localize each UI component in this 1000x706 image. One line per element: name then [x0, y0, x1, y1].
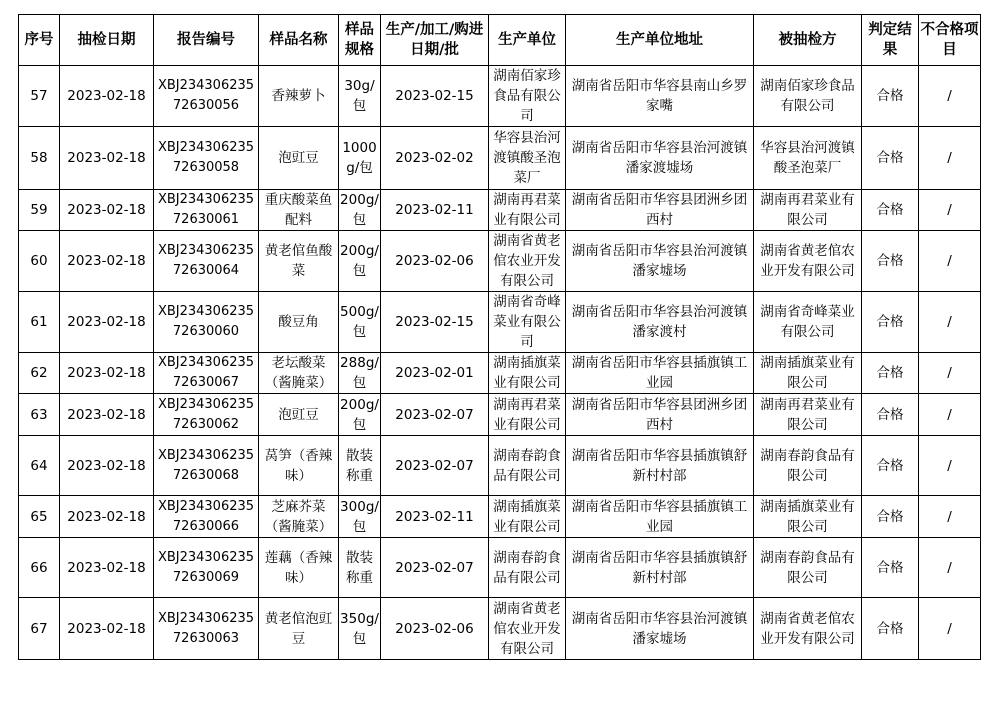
cell-judgment-result: 合格 — [862, 598, 919, 660]
cell-serial-no: 60 — [19, 231, 60, 292]
cell-failed-items: / — [919, 538, 981, 598]
cell-serial-no: 57 — [19, 66, 60, 127]
cell-failed-items: / — [919, 436, 981, 496]
cell-sample-spec: 200g/包 — [339, 190, 381, 231]
cell-sampling-date: 2023-02-18 — [60, 598, 154, 660]
column-header-report-no: 报告编号 — [154, 15, 259, 66]
cell-report-no: XBJ23430623572630066 — [154, 496, 259, 538]
table-row — [19, 292, 981, 353]
cell-manufacturer-address: 湖南省岳阳市华容县插旗镇工业园 — [566, 353, 754, 394]
cell-report-no: XBJ23430623572630068 — [154, 436, 259, 496]
cell-sample-spec: 350g/包 — [339, 598, 381, 660]
cell-sample-name: 老坛酸菜（酱腌菜） — [259, 353, 339, 394]
cell-production-date: 2023-02-07 — [381, 436, 489, 496]
cell-manufacturer: 华容县治河渡镇酸圣泡菜厂 — [489, 127, 566, 190]
cell-sample-spec: 500g/包 — [339, 292, 381, 353]
cell-sample-name: 莴笋（香辣味） — [259, 436, 339, 496]
cell-sample-name: 重庆酸菜鱼配料 — [259, 190, 339, 231]
cell-production-date: 2023-02-11 — [381, 190, 489, 231]
cell-sample-spec: 288g/包 — [339, 353, 381, 394]
cell-manufacturer-address: 湖南省岳阳市华容县团洲乡团西村 — [566, 190, 754, 231]
cell-inspected-party: 湖南插旗菜业有限公司 — [754, 353, 862, 394]
cell-judgment-result: 合格 — [862, 127, 919, 190]
table-row — [19, 353, 981, 394]
cell-serial-no: 64 — [19, 436, 60, 496]
cell-manufacturer-address: 湖南省岳阳市华容县治河渡镇潘家渡村 — [566, 292, 754, 353]
cell-sampling-date: 2023-02-18 — [60, 538, 154, 598]
cell-report-no: XBJ23430623572630067 — [154, 353, 259, 394]
table-row — [19, 127, 981, 190]
cell-sampling-date: 2023-02-18 — [60, 231, 154, 292]
cell-production-date: 2023-02-01 — [381, 353, 489, 394]
cell-sampling-date: 2023-02-18 — [60, 127, 154, 190]
column-header-sample-spec: 样品规格 — [339, 15, 381, 66]
cell-production-date: 2023-02-07 — [381, 538, 489, 598]
cell-failed-items: / — [919, 598, 981, 660]
cell-sample-name: 香辣萝卜 — [259, 66, 339, 127]
cell-sample-name: 黄老倌鱼酸菜 — [259, 231, 339, 292]
cell-sample-spec: 200g/包 — [339, 394, 381, 436]
cell-manufacturer: 湖南春韵食品有限公司 — [489, 436, 566, 496]
column-header-manufacturer-address: 生产单位地址 — [566, 15, 754, 66]
cell-manufacturer: 湖南省黄老倌农业开发有限公司 — [489, 231, 566, 292]
cell-inspected-party: 湖南佰家珍食品有限公司 — [754, 66, 862, 127]
cell-failed-items: / — [919, 292, 981, 353]
cell-sampling-date: 2023-02-18 — [60, 190, 154, 231]
cell-judgment-result: 合格 — [862, 436, 919, 496]
cell-inspected-party: 华容县治河渡镇酸圣泡菜厂 — [754, 127, 862, 190]
cell-report-no: XBJ23430623572630056 — [154, 66, 259, 127]
cell-serial-no: 59 — [19, 190, 60, 231]
cell-manufacturer: 湖南省黄老倌农业开发有限公司 — [489, 598, 566, 660]
cell-manufacturer: 湖南插旗菜业有限公司 — [489, 496, 566, 538]
cell-inspected-party: 湖南再君菜业有限公司 — [754, 190, 862, 231]
cell-manufacturer-address: 湖南省岳阳市华容县治河渡镇潘家渡墟场 — [566, 127, 754, 190]
cell-serial-no: 65 — [19, 496, 60, 538]
cell-inspected-party: 湖南插旗菜业有限公司 — [754, 496, 862, 538]
cell-inspected-party: 湖南春韵食品有限公司 — [754, 436, 862, 496]
cell-serial-no: 61 — [19, 292, 60, 353]
cell-failed-items: / — [919, 496, 981, 538]
cell-sample-spec: 散装称重 — [339, 436, 381, 496]
cell-manufacturer-address: 湖南省岳阳市华容县插旗镇舒新村村部 — [566, 436, 754, 496]
cell-production-date: 2023-02-11 — [381, 496, 489, 538]
cell-sample-spec: 200g/包 — [339, 231, 381, 292]
cell-sampling-date: 2023-02-18 — [60, 436, 154, 496]
column-header-sampling-date: 抽检日期 — [60, 15, 154, 66]
cell-serial-no: 66 — [19, 538, 60, 598]
cell-sampling-date: 2023-02-18 — [60, 496, 154, 538]
table-row — [19, 394, 981, 436]
cell-sample-name: 泡豇豆 — [259, 127, 339, 190]
cell-sample-name: 芝麻芥菜（酱腌菜） — [259, 496, 339, 538]
table-row — [19, 66, 981, 127]
cell-serial-no: 62 — [19, 353, 60, 394]
table-header — [19, 15, 981, 66]
cell-sample-spec: 散装称重 — [339, 538, 381, 598]
cell-sampling-date: 2023-02-18 — [60, 353, 154, 394]
cell-judgment-result: 合格 — [862, 292, 919, 353]
cell-judgment-result: 合格 — [862, 353, 919, 394]
header-row — [19, 15, 981, 66]
cell-manufacturer: 湖南再君菜业有限公司 — [489, 190, 566, 231]
cell-inspected-party: 湖南省黄老倌农业开发有限公司 — [754, 598, 862, 660]
cell-sampling-date: 2023-02-18 — [60, 292, 154, 353]
cell-failed-items: / — [919, 127, 981, 190]
column-header-judgment-result: 判定结果 — [862, 15, 919, 66]
table-body — [19, 66, 981, 660]
table-row — [19, 598, 981, 660]
cell-production-date: 2023-02-15 — [381, 66, 489, 127]
cell-failed-items: / — [919, 190, 981, 231]
cell-sampling-date: 2023-02-18 — [60, 394, 154, 436]
cell-report-no: XBJ23430623572630058 — [154, 127, 259, 190]
cell-manufacturer: 湖南佰家珍食品有限公司 — [489, 66, 566, 127]
cell-sample-name: 泡豇豆 — [259, 394, 339, 436]
cell-sampling-date: 2023-02-18 — [60, 66, 154, 127]
cell-judgment-result: 合格 — [862, 190, 919, 231]
table-row — [19, 538, 981, 598]
cell-inspected-party: 湖南再君菜业有限公司 — [754, 394, 862, 436]
cell-report-no: XBJ23430623572630064 — [154, 231, 259, 292]
cell-production-date: 2023-02-15 — [381, 292, 489, 353]
cell-manufacturer: 湖南春韵食品有限公司 — [489, 538, 566, 598]
inspection-results-table — [18, 14, 981, 660]
table-row — [19, 436, 981, 496]
cell-judgment-result: 合格 — [862, 394, 919, 436]
cell-manufacturer-address: 湖南省岳阳市华容县治河渡镇潘家墟场 — [566, 231, 754, 292]
cell-failed-items: / — [919, 353, 981, 394]
cell-serial-no: 58 — [19, 127, 60, 190]
cell-sample-spec: 1000g/包 — [339, 127, 381, 190]
cell-manufacturer-address: 湖南省岳阳市华容县插旗镇舒新村村部 — [566, 538, 754, 598]
column-header-inspected-party: 被抽检方 — [754, 15, 862, 66]
column-header-serial-no: 序号 — [19, 15, 60, 66]
cell-report-no: XBJ23430623572630061 — [154, 190, 259, 231]
cell-judgment-result: 合格 — [862, 66, 919, 127]
cell-serial-no: 63 — [19, 394, 60, 436]
cell-manufacturer: 湖南插旗菜业有限公司 — [489, 353, 566, 394]
cell-sample-name: 莲藕（香辣味） — [259, 538, 339, 598]
cell-judgment-result: 合格 — [862, 538, 919, 598]
cell-report-no: XBJ23430623572630062 — [154, 394, 259, 436]
cell-failed-items: / — [919, 231, 981, 292]
cell-manufacturer-address: 湖南省岳阳市华容县南山乡罗家嘴 — [566, 66, 754, 127]
cell-inspected-party: 湖南省奇峰菜业有限公司 — [754, 292, 862, 353]
cell-judgment-result: 合格 — [862, 231, 919, 292]
table-row — [19, 231, 981, 292]
cell-sample-spec: 30g/包 — [339, 66, 381, 127]
cell-inspected-party: 湖南春韵食品有限公司 — [754, 538, 862, 598]
column-header-failed-items: 不合格项目 — [919, 15, 981, 66]
cell-manufacturer-address: 湖南省岳阳市华容县插旗镇工业园 — [566, 496, 754, 538]
cell-production-date: 2023-02-02 — [381, 127, 489, 190]
cell-sample-name: 黄老倌泡豇豆 — [259, 598, 339, 660]
cell-manufacturer-address: 湖南省岳阳市华容县治河渡镇潘家墟场 — [566, 598, 754, 660]
table-row — [19, 190, 981, 231]
cell-production-date: 2023-02-07 — [381, 394, 489, 436]
cell-failed-items: / — [919, 66, 981, 127]
cell-production-date: 2023-02-06 — [381, 231, 489, 292]
column-header-manufacturer: 生产单位 — [489, 15, 566, 66]
cell-manufacturer-address: 湖南省岳阳市华容县团洲乡团西村 — [566, 394, 754, 436]
column-header-production-date: 生产/加工/购进日期/批 — [381, 15, 489, 66]
cell-manufacturer: 湖南再君菜业有限公司 — [489, 394, 566, 436]
cell-report-no: XBJ23430623572630069 — [154, 538, 259, 598]
cell-report-no: XBJ23430623572630063 — [154, 598, 259, 660]
cell-manufacturer: 湖南省奇峰菜业有限公司 — [489, 292, 566, 353]
cell-report-no: XBJ23430623572630060 — [154, 292, 259, 353]
cell-inspected-party: 湖南省黄老倌农业开发有限公司 — [754, 231, 862, 292]
table-row — [19, 496, 981, 538]
cell-serial-no: 67 — [19, 598, 60, 660]
cell-sample-spec: 300g/包 — [339, 496, 381, 538]
cell-judgment-result: 合格 — [862, 496, 919, 538]
cell-production-date: 2023-02-06 — [381, 598, 489, 660]
cell-sample-name: 酸豆角 — [259, 292, 339, 353]
column-header-sample-name: 样品名称 — [259, 15, 339, 66]
cell-failed-items: / — [919, 394, 981, 436]
